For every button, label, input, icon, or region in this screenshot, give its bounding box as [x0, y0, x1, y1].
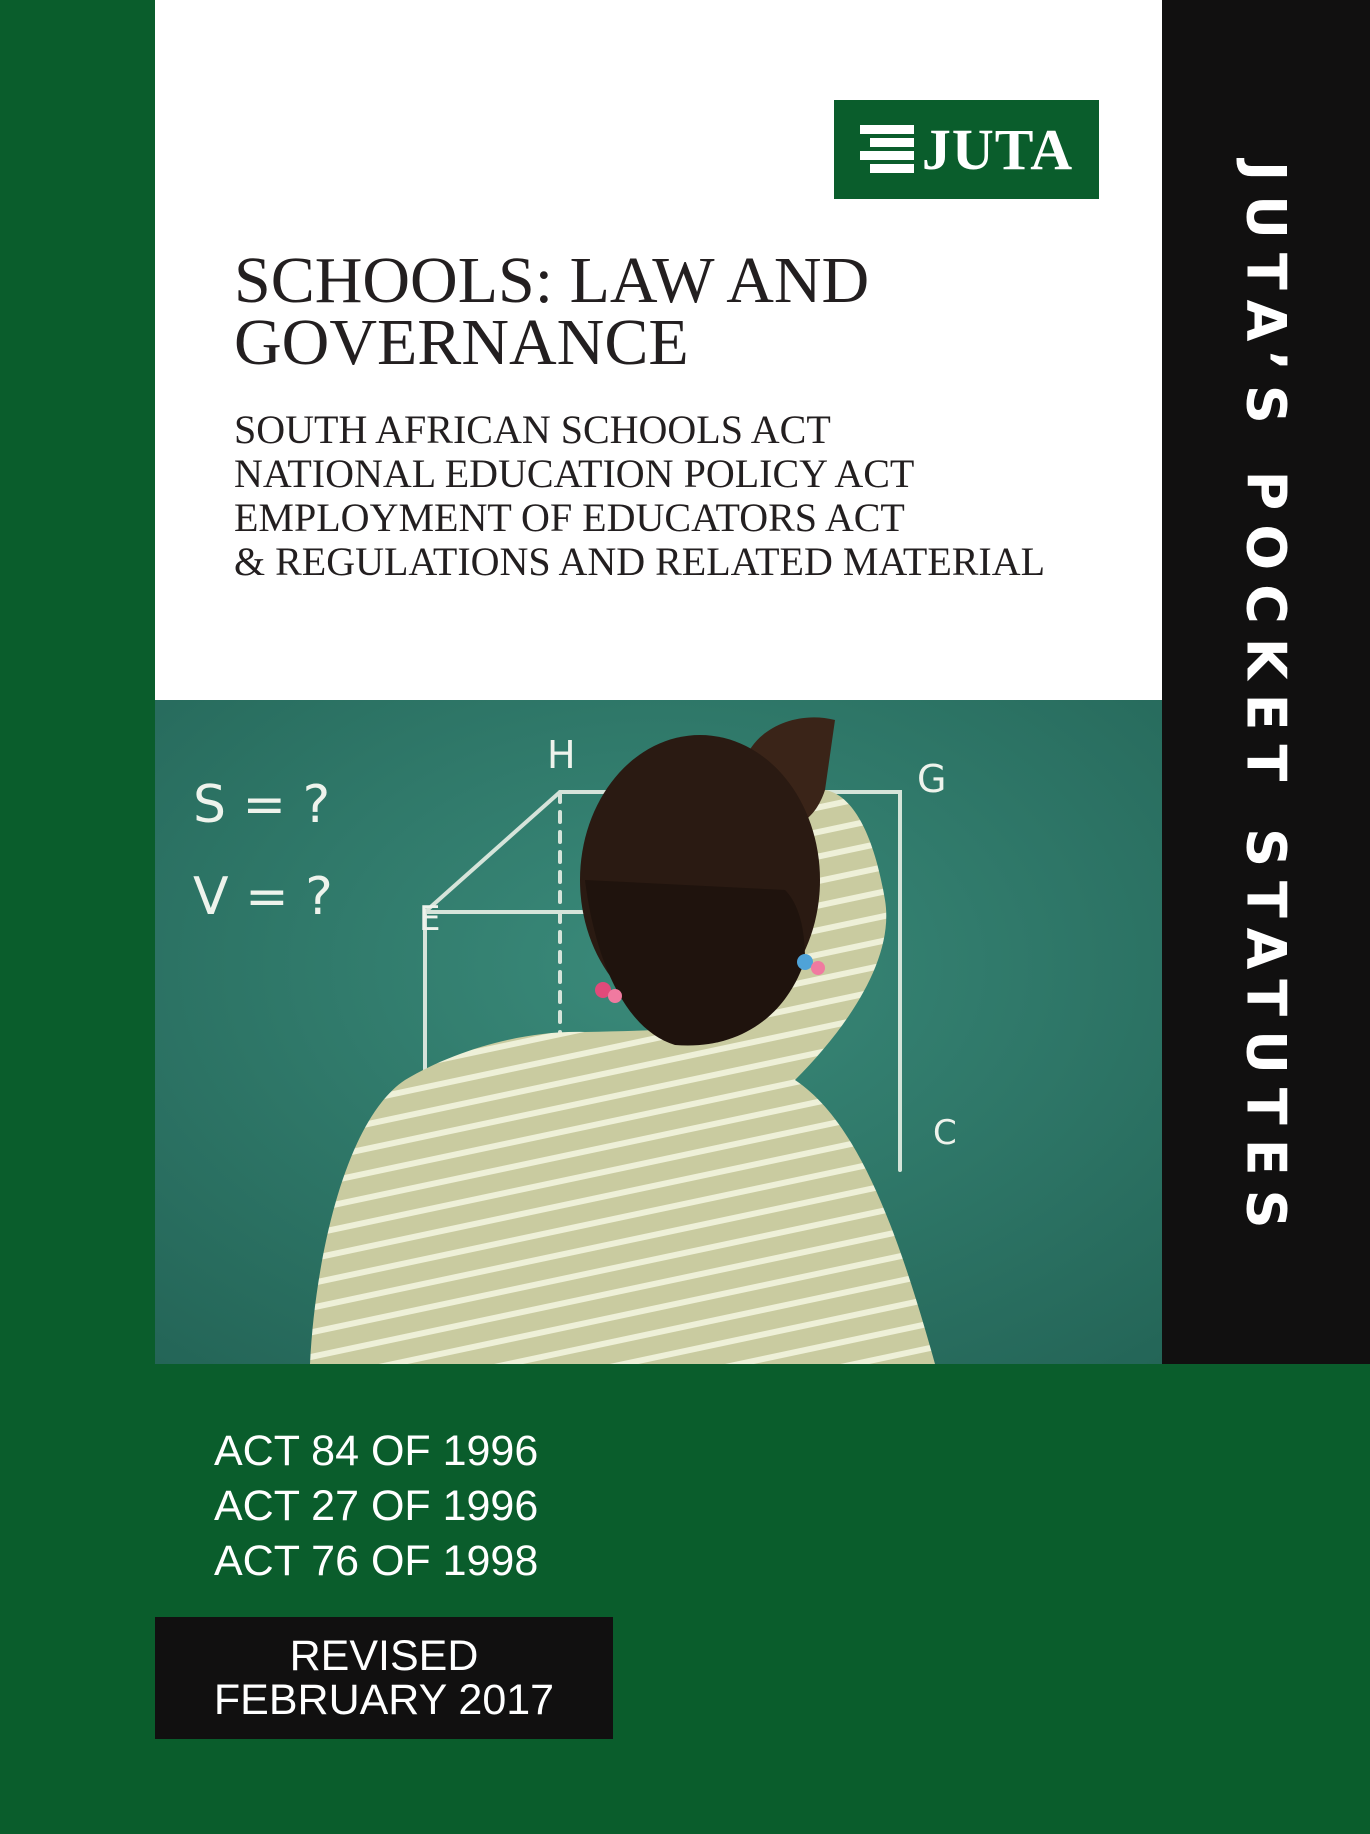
act-item: ACT 76 OF 1998	[214, 1537, 539, 1585]
spine-label	[1162, 0, 1370, 1364]
juta-logo-text: JUTA	[921, 117, 1074, 182]
subtitle-line: SOUTH AFRICAN SCHOOLS ACT	[234, 407, 831, 452]
book-title	[234, 244, 1114, 379]
revision-date: FEBRUARY 2017	[213, 1676, 555, 1724]
chalk-vertex-g: G	[917, 757, 947, 801]
act-item: ACT 84 OF 1996	[214, 1427, 539, 1475]
juta-logo	[834, 100, 1099, 199]
cover-photo	[155, 700, 1162, 1364]
chalkboard-girl-illustration	[155, 700, 1162, 1364]
subtitle-line: EMPLOYMENT OF EDUCATORS ACT	[234, 495, 905, 540]
subtitle-line: NATIONAL EDUCATION POLICY ACT	[234, 451, 915, 496]
act-item: ACT 27 OF 1996	[214, 1482, 539, 1530]
chalk-formula-v: V = ?	[193, 867, 333, 927]
book-title-line: GOVERNANCE	[234, 306, 689, 379]
revision-badge	[155, 1617, 613, 1739]
subtitle-line: & REGULATIONS AND RELATED MATERIAL	[234, 539, 1046, 584]
chalk-vertex-c: C	[933, 1113, 957, 1153]
book-title-line: SCHOOLS: LAW AND	[234, 244, 870, 317]
chalk-vertex-h: H	[547, 733, 576, 777]
cover-green-band	[0, 0, 155, 1834]
chalk-formula-s: S = ?	[193, 775, 331, 835]
act-list	[214, 1424, 538, 1589]
series-title: JUTA’S POCKET STATUTES	[1234, 161, 1298, 1243]
chalk-vertex-e: E	[419, 899, 441, 939]
book-subtitle	[234, 408, 1114, 584]
juta-logo-mark-icon	[860, 123, 914, 177]
revision-label: REVISED	[289, 1632, 479, 1680]
